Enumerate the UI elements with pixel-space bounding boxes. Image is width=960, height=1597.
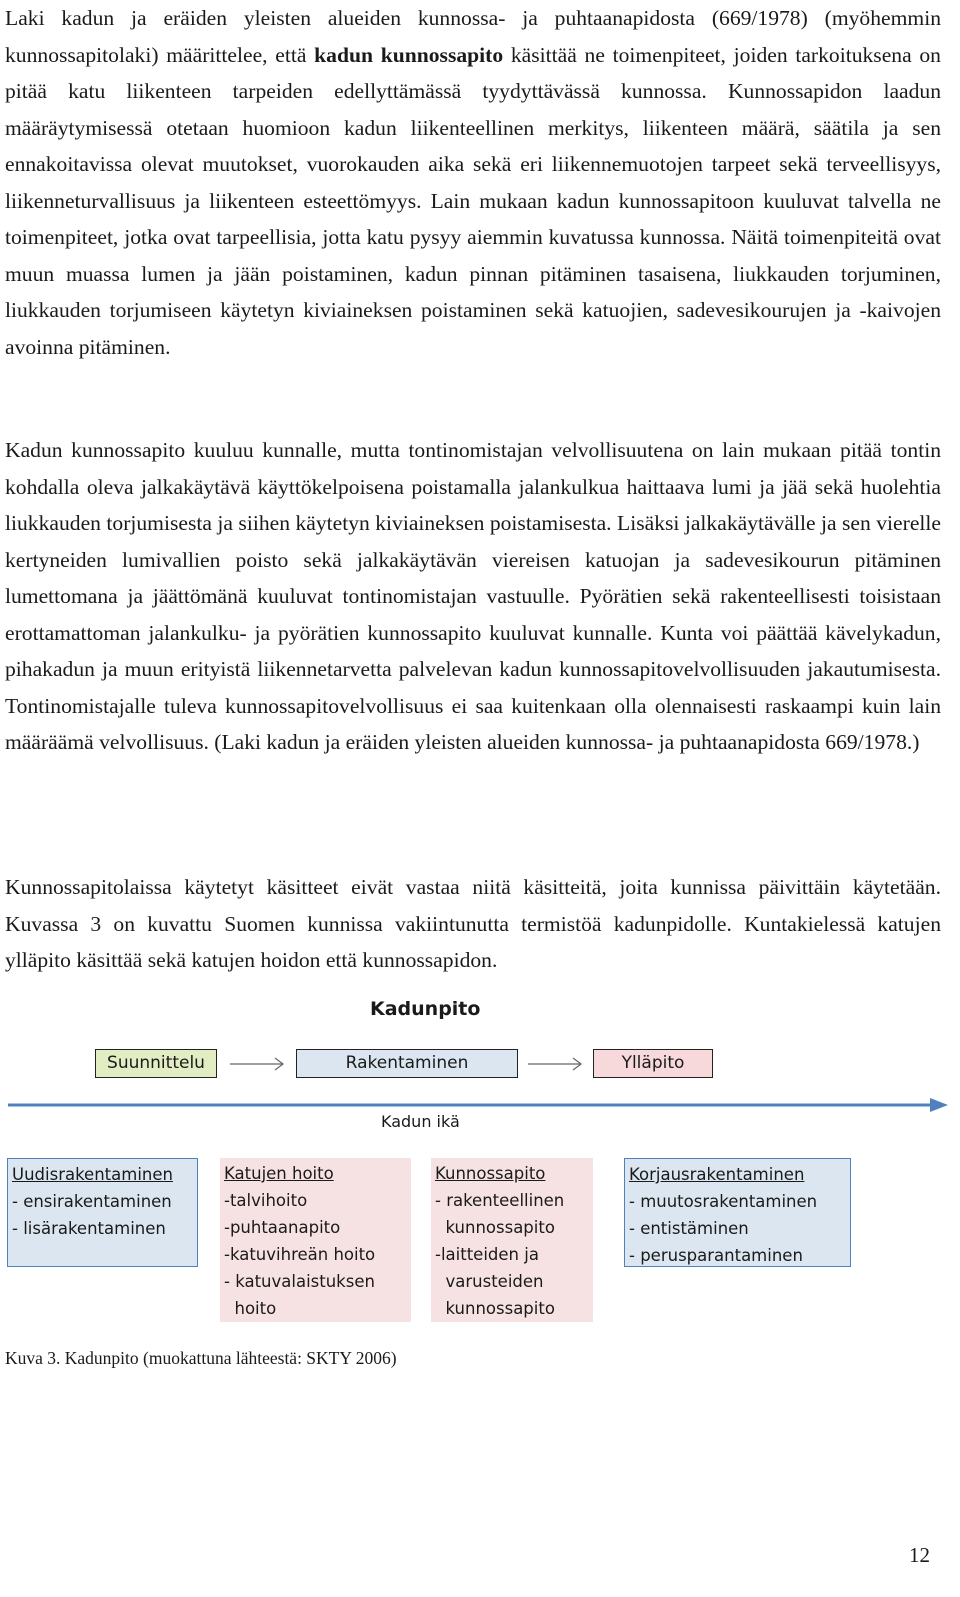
phase-rakentaminen: Rakentaminen [296, 1049, 518, 1078]
box-item: - entistäminen [629, 1219, 749, 1238]
box-item: hoito [224, 1299, 277, 1318]
box-item: -katuvihreän hoito [224, 1245, 376, 1264]
box-title: Korjausrakentaminen [629, 1165, 805, 1184]
box-item: - katuvalaistuksen [224, 1272, 375, 1291]
box-item: - lisärakentaminen [12, 1219, 166, 1238]
box-item: -laitteiden ja [435, 1245, 539, 1264]
timeline-arrow [8, 1097, 948, 1113]
phase-yllapito: Ylläpito [593, 1049, 713, 1078]
box-item: - perusparantaminen [629, 1246, 803, 1265]
paragraph-text: käsittää ne toimenpiteet, joiden tarkoituksena on pitää katu liikenteen tarpeiden edellyttämässä tyydyttävässä kunnossa. Kunnossapidon laadun määräytymisessä otetaan huomioon kadun liikenteellinen merkitys, liikenteen määrä, säätila ja sen ennakoitavissa olevat muutokset, vuorokauden aika sekä eri liikennemuotojen tarpeet sekä terveellisyys, liikenneturvallisuus ja liikenteen esteettömyys. Lain mukaan kadun kunnossapitoon kuuluvat talvella ne toimenpiteet, jotka ovat tarpeellisia, jotta katu pysyy aiemmin kuvatussa kunnossa. Näitä toimenpiteitä ovat muun muassa lumen ja jään poistaminen, kadun pinnan pitäminen tasaisena, liukkauden torjuminen, liukkauden torjumiseen käytetyn kiviaineksen poistaminen sekä katuojien, sadevesikourujen ja -kaivojen avoinna pitäminen. [5, 42, 941, 359]
box-item: -puhtaanapito [224, 1218, 341, 1237]
paragraph-text: Kadun kunnossapito kuuluu kunnalle, mutta tontinomistajan velvollisuutena on lain mukaan pitää tontin kohdalla oleva jalkakäytävä käyttökelpoisena poistamalla jalankulkua haittaava lumi ja jää sekä huolehtia liukkauden torjumisesta ja siihen käytetyn kiviaineksen poistamisesta. Lisäksi jalkakäytävälle ja sen vierelle kertyneiden lumivallien poisto sekä jalkakäytävän viereisen katuojan ja sadevesikourun pitäminen lumettomana ja jäättömänä kuuluvat tontinomistajan vastuulle. Pyörätien sekä rakenteellisesti toisistaan erottamattoman jalankulku- ja pyörätien kunnossapito kuuluvat kunnalle. Kunta voi päättää kävelykadun, pihakadun ja muun erityistä liikennetarvetta palvelevan kadun kunnossapitovelvollisuuden jakautumisesta. Tontinomistajalle tuleva kunnossapitovelvollisuus ei saa kuitenkaan olla olennaisesti raskaampi kuin lain määräämä velvollisuus. (Laki kadun ja eräiden yleisten alueiden kunnossa- ja puhtaanapidosta 669/1978.) [5, 438, 941, 754]
kadunpito-figure [0, 990, 960, 1360]
figure-caption: Kuva 3. Kadunpito (muokattuna lähteestä: SKTY 2006) [5, 1348, 397, 1368]
box-katujen-hoito [220, 1158, 411, 1322]
box-item: - ensirakentaminen [12, 1192, 172, 1211]
paragraph-text: Laki kadun ja eräiden yleisten alueiden kunnossa- ja puhtaanapidosta (669/1978) (myöhemmin kunnossapitolaki) määrittelee, että [5, 6, 941, 67]
box-uudisrakentaminen [7, 1158, 198, 1267]
box-kunnossapito [431, 1158, 593, 1322]
box-item: - rakenteellinen [435, 1191, 565, 1210]
box-item: -talvihoito [224, 1191, 308, 1210]
phase-suunnittelu: Suunnittelu [95, 1049, 217, 1078]
box-title: Uudisrakentaminen [12, 1165, 173, 1184]
paragraph-2 [5, 432, 941, 761]
paragraph-text: Kunnossapitolaissa käytetyt käsitteet eivät vastaa niitä käsitteitä, joita kunnissa päivittäin käytetään. Kuvassa 3 on kuvattu Suomen kunnissa vakiintunutta termistöä kadunpidolle. Kuntakielessä katujen ylläpito käsittää sekä katujen hoidon että kunnossapidon. [5, 875, 941, 972]
box-title: Kunnossapito [435, 1164, 546, 1183]
box-title: Katujen hoito [224, 1164, 334, 1183]
arrow-right-icon [230, 1057, 286, 1071]
page-number: 12 [909, 1543, 930, 1567]
paragraph-1 [5, 0, 941, 365]
paragraph-3 [5, 869, 941, 979]
timeline-label: Kadun ikä [381, 1112, 460, 1131]
box-item: kunnossapito [435, 1218, 555, 1237]
box-item: kunnossapito [435, 1299, 555, 1318]
figure-title: Kadunpito [370, 998, 481, 1020]
box-korjausrakentaminen [624, 1158, 851, 1267]
bold-term: kadun kunnossapito [314, 42, 504, 67]
arrow-right-icon [528, 1057, 584, 1071]
box-item: varusteiden [435, 1272, 544, 1291]
box-item: - muutosrakentaminen [629, 1192, 818, 1211]
